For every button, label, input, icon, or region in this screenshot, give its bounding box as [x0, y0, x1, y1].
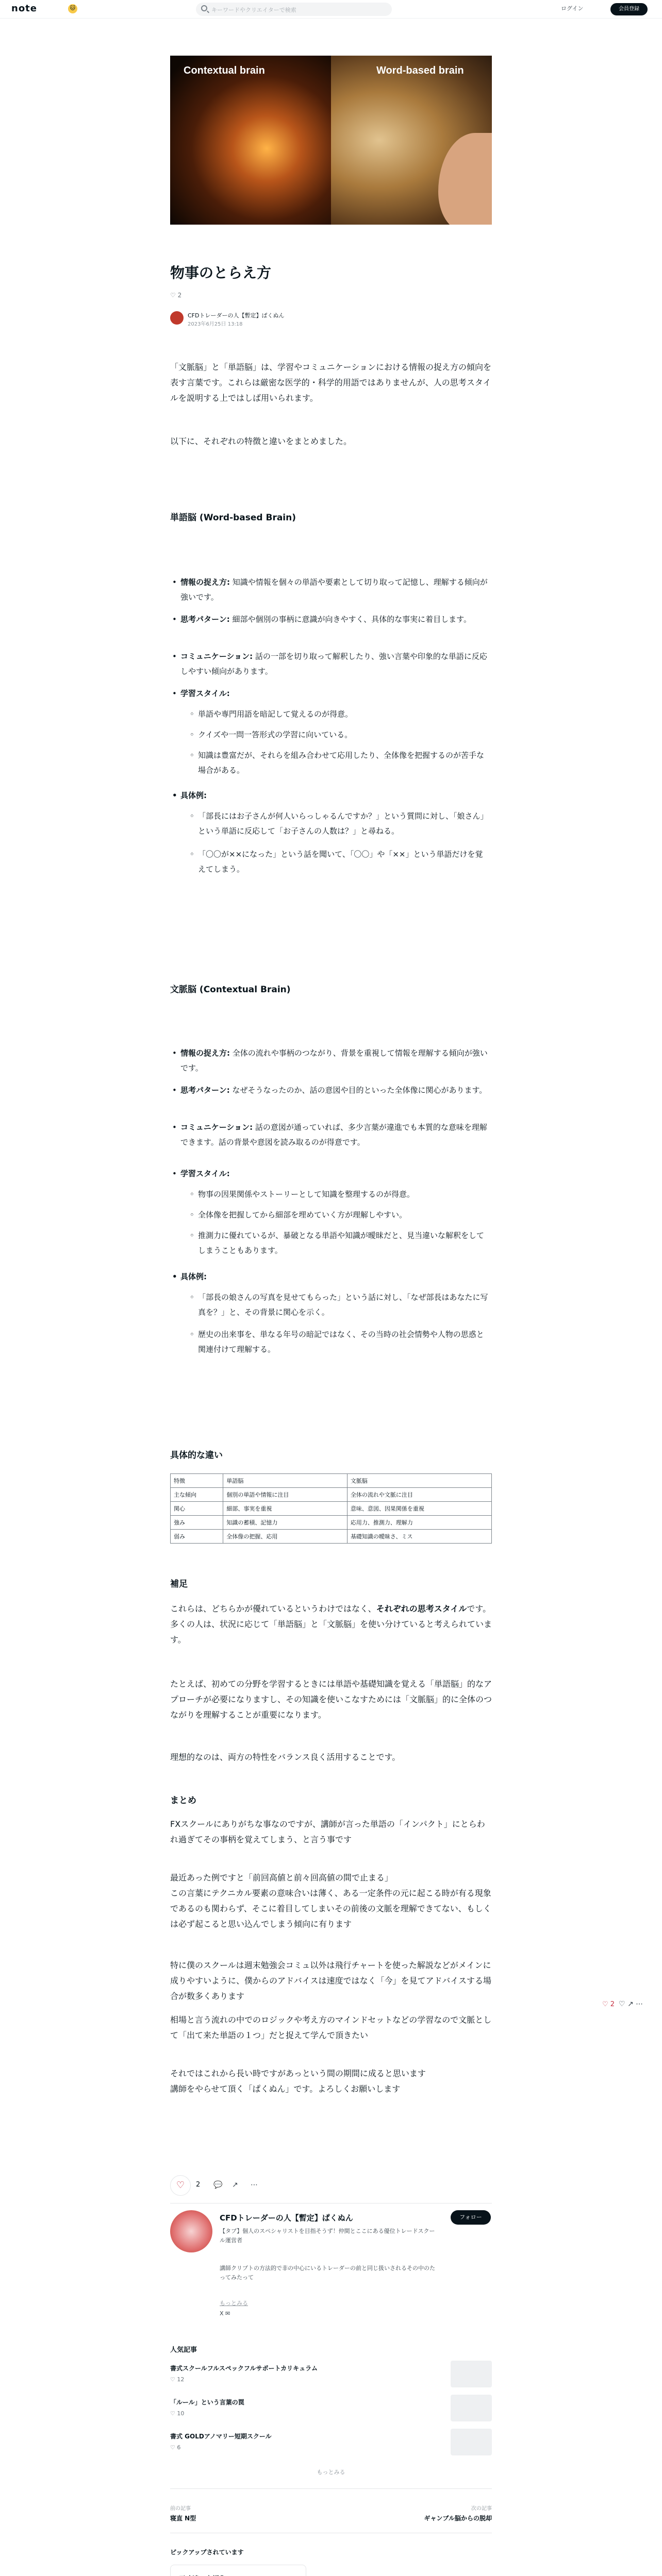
list-item: • コミュニケーション: 話の一部を切り取って解釈したり、強い言葉や印象的な単語に反応しやすい傾向があります。 [180, 649, 490, 679]
prev-article-link[interactable]: 前の記事 寝直 N型 [170, 2506, 196, 2522]
note-logo[interactable]: note [11, 3, 37, 14]
list-item[interactable]: 書式 GOLDアノマリー短期スクール ♡ 6 [170, 2429, 492, 2460]
table-cell: 基礎知識の曖昧さ、ミス [347, 1530, 491, 1544]
intro-paragraph: 「文脈脳」と「単語脳」は、学習やコミュニケーションにおける情報の捉え方の傾向を表す言葉です。これらは厳密な医学的・科学的用語ではありませんが、人の思考スタイルを説明する上ではしば用いられます。 [170, 362, 492, 403]
list-item: • 思考パターン: 細部や個別の事柄に意識が向きやすく、具体的な事実に着目します。 [180, 612, 490, 627]
thumbnail[interactable] [451, 2395, 492, 2421]
top-bar [0, 0, 662, 19]
list-item: ◦ 推測力に優れているが、暴破となる単語や知識が曖昧だと、見当違いな解釈をしてしまうこともあります。 [198, 1228, 490, 1258]
summary-paragraph: FXスクールにありがちな事なのですが、講師が言った単語の「インパクト」にとらわれ過ぎてその事柄を覚えてしまう、と言う事です [170, 1819, 485, 1844]
divider [170, 2203, 492, 2204]
more-icon[interactable]: ⋯ [251, 2181, 258, 2189]
table-header: 特徴 [171, 1474, 223, 1488]
contextual-brain-image [170, 56, 331, 225]
floating-action-icons[interactable]: ♡ ↗ ⋯ [619, 2000, 643, 2008]
list-item: • 学習スタイル: [180, 1166, 490, 1181]
heart-icon[interactable]: ♡ [170, 292, 178, 299]
action-bar [170, 2175, 492, 2196]
table-row [171, 1502, 492, 1516]
table-row [171, 1530, 492, 1544]
summary-paragraph: 特に僕のスクールは週末勉強会コミュ以外は飛行チャートを使った解説などがメインに成りやすいように、僕からのアドバイスは速度ではなく「今」を見てアドバイスする場合が数多くあります [170, 1960, 492, 2001]
list-item: ◦ 全体像を把握してから細部を埋めていく方が理解しやすい。 [198, 1208, 490, 1223]
like-count: 2 [196, 2181, 201, 2189]
hero-left-label: Contextual brain [184, 65, 265, 76]
table-cell: 応用力、推測力、理解力 [347, 1516, 491, 1530]
login-link[interactable]: ログイン [561, 5, 584, 12]
hero-right-label: Word-based brain [376, 65, 464, 76]
author-card-name[interactable]: CFDトレーダーの人【暫定】ぱくぬん [220, 2213, 353, 2223]
summary-paragraph: 相場と言う流れの中でのロジックや考え方のマインドセットなどの学習なので文脈として「出て来た単語の１つ」だと捉えて学んで頂きたい [170, 2015, 492, 2040]
thumbnail[interactable] [451, 2361, 492, 2387]
pickup-heading: ピックアップされています [170, 2549, 244, 2556]
table-cell: 強み [171, 1516, 223, 1530]
search-input[interactable]: キーワードやクリエイターで検索 [211, 7, 296, 13]
table-cell: 知識の蓄積、記憶力 [223, 1516, 347, 1530]
author-name[interactable]: CFDトレーダーの人【暫定】ぱくぬん [188, 312, 285, 319]
list-item: • 情報の捉え方: 知識や情報を個々の単語や要素として切り取って記憶し、理解する傾向が強いです。 [180, 575, 490, 605]
see-more-link[interactable]: もっとみる [220, 2300, 248, 2307]
list-item: ◦ 「部長の娘さんの写真を見せてもらった」という話に対し、「なぜ部長はあなたに写真を？」と、その背景に関心を示く。 [198, 1290, 490, 1320]
like-button[interactable]: ♡ [170, 2175, 191, 2196]
list-item[interactable]: 書式スクールフルスペックフルサポートカリキュラム ♡ 12 [170, 2361, 492, 2392]
summary-paragraph: 最近あった例ですと「前回高値と前々回高値の間で止まる」 この言葉にテクニカル要素の意味合いは薄く、ある一定条件の元に起こる時が有る現象であるのも関わらず、そこに着目してしまいその前後の文脈を理解できてない、もしくは必ず起こると思い込んでしまう傾向に有ります [170, 1873, 491, 1929]
table-cell: 全体の流れや文脈に注目 [347, 1488, 491, 1502]
list-item: ◦ 知識は豊富だが、それらを組み合わせて応用したり、全体像を把握するのが苦手な場合がある。 [198, 748, 490, 778]
popular-see-more[interactable]: もっとみる [317, 2469, 345, 2476]
table-cell: 細部、事実を重視 [223, 1502, 347, 1516]
list-item: • 学習スタイル: [180, 686, 490, 701]
list-item: ◦ クイズや一問一答形式の学習に向いている。 [198, 727, 490, 742]
author-bio: 【タブ】個人のスペシャリストを目指そうず！仲間とここにある優位トレードスクール運営者 [220, 2228, 435, 2244]
list-item: • コミュニケーション: 話の意図が通っていれば、多少言葉が違進でも本質的な意味を理解できます。話の背景や意図を読み取るのが得意です。 [180, 1120, 490, 1150]
cat-badge-icon: 🐱 [68, 4, 77, 13]
table-cell: 弱み [171, 1530, 223, 1544]
popular-heading: 人気記事 [170, 2346, 197, 2354]
intro-paragraph-2: 以下に、それぞれの特徴と違いをまとめました。 [170, 436, 352, 446]
author-bio-2: 講師クリプトの方法的で非の中心にいるトレーダーの前と同じ扱いされるその中のたってみたって [220, 2265, 435, 2281]
table-row [171, 1488, 492, 1502]
search-icon [201, 5, 207, 11]
list-item: • 具体例: [180, 1269, 490, 1284]
comparison-table [170, 1473, 492, 1544]
search-box[interactable] [196, 3, 392, 16]
hero-image [170, 56, 492, 225]
like-count-top: ♡ 2 [170, 292, 182, 299]
comment-icon[interactable]: 💬 [213, 2181, 223, 2189]
supplement-paragraph: たとえば、初めての分野を学習するときには単語や基礎知識を覚える「単語脳」的なアプローチが必要になりますし、その知識を使いこなすためには「文脈脳」的に全体のつながりを理解することが重要になります。 [170, 1679, 492, 1720]
list-item: ◦ 歴史の出来事を、単なる年号の暗記ではなく、その当時の社会情勢や人物の思惑と関連付けて理解する。 [198, 1327, 490, 1357]
table-row [171, 1516, 492, 1530]
summary-heading: まとめ [170, 1795, 196, 1806]
divider [170, 2488, 492, 2489]
supplement-paragraph: 理想的なのは、両方の特性をバランス良く活用することです。 [170, 1752, 401, 1762]
list-item: ◦ 物事の因果関係やストーリーとして知識を整理するのが得意。 [198, 1187, 490, 1202]
table-cell: 意味、意図、因果関係を重視 [347, 1502, 491, 1516]
share-icon[interactable]: ↗ [232, 2181, 238, 2189]
signup-button[interactable]: 会員登録 [610, 3, 648, 15]
word-brain-heading: 単語脳 (Word-based Brain) [170, 513, 296, 523]
differences-heading: 具体的な違い [170, 1450, 223, 1461]
list-item: ◦ 「部長にはお子さんが何人いらっしゃるんですか？」という質問に対し、「娘さん」という単語に反応して「お子さんの人数は？」と尋ねる。 [198, 809, 490, 839]
avatar[interactable] [170, 311, 184, 325]
list-item: • 具体例: [180, 788, 490, 803]
floating-like[interactable]: ♡ 2 [602, 2001, 615, 2008]
table-cell: 主な傾向 [171, 1488, 223, 1502]
list-item: • 思考パターン: なぜそうなったのか、話の意図や目的といった全体像に関心があります。 [180, 1083, 490, 1098]
table-cell: 関心 [171, 1502, 223, 1516]
post-date: 2023年6月25日 13:18 [188, 321, 243, 327]
author-row [170, 310, 492, 331]
supplement-heading: 補足 [170, 1579, 188, 1589]
table-row [171, 1474, 492, 1488]
table-cell: 個別の単語や情報に注目 [223, 1488, 347, 1502]
thumbnail[interactable] [451, 2429, 492, 2455]
list-item: ◦ 単語や専門用語を暗記して覚えるのが得意。 [198, 707, 490, 722]
table-header: 文脈脳 [347, 1474, 491, 1488]
list-item: ◦ 「〇〇が××になった」という話を聞いて、「〇〇」や「××」という単語だけを覚えてしまう。 [198, 847, 490, 877]
avatar[interactable] [170, 2210, 212, 2252]
list-item: • 情報の捉え方: 全体の流れや事柄のつながり、背景を重視して情報を理解する傾向が強いです。 [180, 1046, 490, 1076]
article-title: 物事のとらえ方 [170, 264, 272, 281]
social-icons[interactable]: X ✉ [220, 2310, 230, 2317]
list-item[interactable]: 「ルール」という言葉の罠 ♡ 10 [170, 2395, 492, 2426]
follow-button[interactable]: フォロー [451, 2210, 491, 2225]
heart-icon[interactable]: ♡ [602, 2001, 610, 2008]
author-card [170, 2210, 492, 2334]
summary-paragraph: それではこれから長い時ですがあっという間の期間に成ると思います 講師をやらせて頂く「ぱくぬん」です。よろしくお願いします [170, 2069, 426, 2094]
context-brain-heading: 文脈脳 (Contextual Brain) [170, 985, 291, 995]
table-cell: 全体像の把握、応用 [223, 1530, 347, 1544]
magazine-card[interactable] [170, 2565, 306, 2576]
supplement-paragraph: これらは、どちらかが優れているというわけではなく、それぞれの思考スタイルです。多くの人は、状況に応じて「単語脳」と「文脈脳」を使い分けていると考えられています。 [170, 1604, 492, 1645]
next-article-link[interactable]: 次の記事 ギャンブル脳からの脱却 [424, 2506, 492, 2522]
table-header: 単語脳 [223, 1474, 347, 1488]
